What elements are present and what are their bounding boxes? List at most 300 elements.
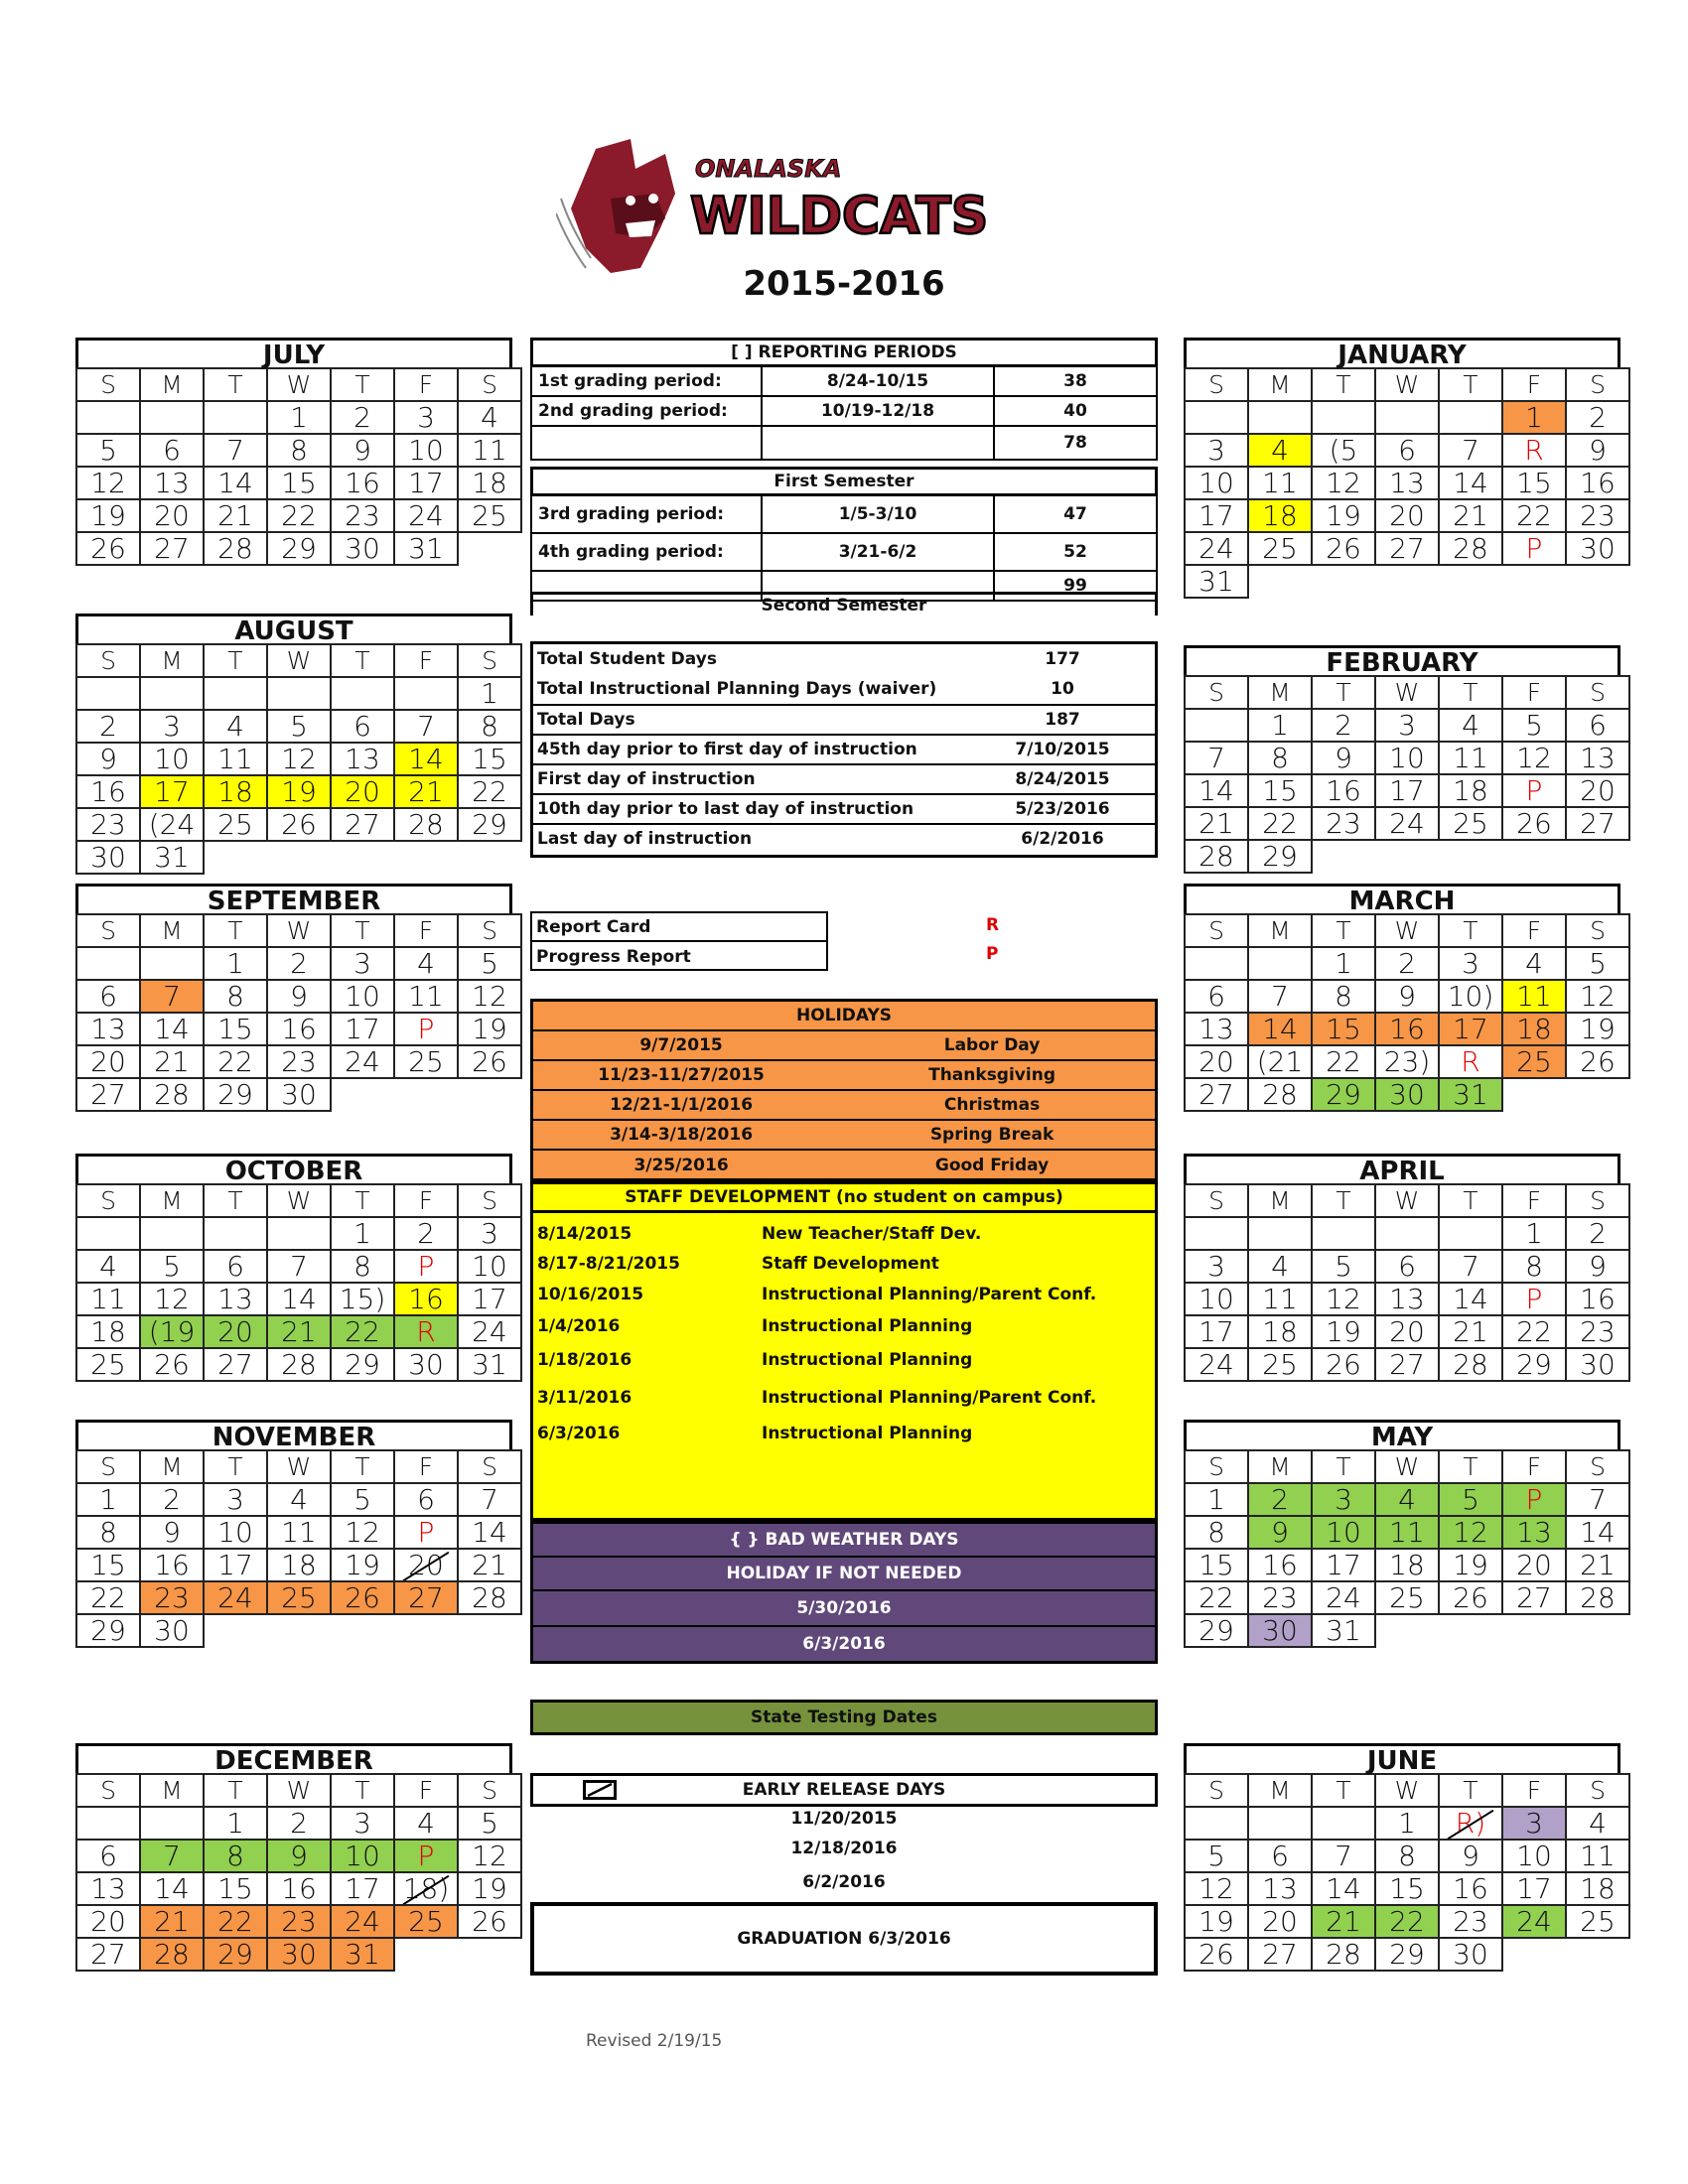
weekday-header: M xyxy=(140,1450,204,1483)
day-cell: 16 xyxy=(267,1013,331,1045)
day-cell: 17 xyxy=(1502,1872,1566,1905)
day-cell: 25 xyxy=(204,808,267,841)
day-cell: 5 xyxy=(458,1807,521,1840)
staff-development-table xyxy=(530,1181,1158,1521)
day-cell: 14 xyxy=(394,743,458,775)
day-cell: 9 xyxy=(1566,434,1629,467)
day-cell: 11 xyxy=(204,743,267,775)
day-cell: 30 xyxy=(331,532,394,565)
grading-period-days: 40 xyxy=(1063,401,1087,421)
day-cell: 26 xyxy=(1566,1045,1629,1078)
weekday-header: M xyxy=(140,1774,204,1807)
day-cell: 14 xyxy=(140,1872,204,1905)
day-cell: 4 xyxy=(1248,1250,1312,1283)
day-cell: 11 xyxy=(267,1516,331,1549)
month-grid xyxy=(75,367,522,566)
staff-development-date: 3/11/2016 xyxy=(537,1388,633,1408)
month-grid xyxy=(1184,675,1630,874)
day-cell: 28 xyxy=(394,808,458,841)
graduation-box xyxy=(530,1902,1158,1976)
weekday-header: W xyxy=(267,368,331,401)
day-cell: 20 xyxy=(1566,774,1629,807)
totals-row xyxy=(533,704,1155,734)
day-cell: 2 xyxy=(267,1807,331,1840)
day-cell xyxy=(76,677,140,710)
day-cell: 18 xyxy=(1248,1315,1312,1348)
early-release-title-row xyxy=(533,1776,1155,1804)
totals-value: 177 xyxy=(1045,649,1080,669)
day-cell: 3 xyxy=(1375,709,1439,742)
day-cell: 17 xyxy=(140,775,204,808)
day-cell: 14 xyxy=(1439,1283,1502,1315)
weekday-header: T xyxy=(1439,1450,1502,1483)
day-cell: 7 xyxy=(1185,742,1248,774)
day-cell: 2 xyxy=(267,947,331,980)
blank-cell xyxy=(1375,840,1439,873)
day-cell: 1 xyxy=(1312,947,1375,980)
day-cell: 17 xyxy=(204,1549,267,1581)
day-cell: 8 xyxy=(267,434,331,467)
month-grid xyxy=(1184,1773,1630,1972)
day-cell: 10 xyxy=(394,434,458,467)
blank-cell xyxy=(1502,1614,1566,1647)
day-cell xyxy=(394,677,458,710)
day-cell: 20 xyxy=(76,1905,140,1938)
day-cell: 17 xyxy=(1312,1549,1375,1581)
day-cell: 2 xyxy=(1566,401,1629,434)
day-cell: 5 xyxy=(331,1483,394,1516)
weekday-header: W xyxy=(1375,368,1439,401)
grading-period-row xyxy=(530,496,1158,534)
day-cell: 15 xyxy=(1185,1549,1248,1581)
day-cell: 7 xyxy=(267,1250,331,1283)
grading-period-days: 99 xyxy=(1063,576,1087,596)
day-cell: 12 xyxy=(1185,1872,1248,1905)
day-cell: 12 xyxy=(1312,467,1375,499)
day-cell: 29 xyxy=(76,1614,140,1647)
day-cell: 30 xyxy=(1375,1078,1439,1111)
day-cell: 3 xyxy=(1185,1250,1248,1283)
day-cell: 3 xyxy=(458,1217,521,1250)
day-cell: 28 xyxy=(267,1348,331,1381)
day-cell: 7 xyxy=(140,1840,204,1872)
staff-development-row xyxy=(533,1221,1155,1247)
day-cell: 26 xyxy=(1185,1938,1248,1971)
day-cell: 2 xyxy=(331,401,394,434)
day-cell: 16 xyxy=(1566,1283,1629,1315)
reporting-periods-header xyxy=(530,338,1158,367)
day-cell: 10 xyxy=(1312,1516,1375,1549)
blank-cell xyxy=(1312,565,1375,598)
day-cell: 8 xyxy=(76,1516,140,1549)
weekday-header: F xyxy=(394,1450,458,1483)
month-title: APRIL xyxy=(1184,1154,1620,1183)
legend-label: Progress Report xyxy=(536,946,691,967)
day-cell: 20 xyxy=(331,775,394,808)
day-cell: 19 xyxy=(267,775,331,808)
day-cell: 10) xyxy=(1439,980,1502,1013)
day-cell: 1 xyxy=(1375,1807,1439,1840)
totals-label: Total Days xyxy=(537,710,635,730)
weekday-header: T xyxy=(204,1184,267,1217)
weekday-header: F xyxy=(394,914,458,947)
day-cell: P xyxy=(394,1516,458,1549)
holiday-row xyxy=(533,1031,1155,1061)
day-cell: 3 xyxy=(204,1483,267,1516)
state-testing-label: State Testing Dates xyxy=(751,1707,937,1727)
holidays-table xyxy=(530,999,1158,1181)
day-cell: 21 xyxy=(1312,1905,1375,1938)
totals-value: 7/10/2015 xyxy=(1015,740,1110,759)
day-cell: 7 xyxy=(1566,1483,1629,1516)
month-title: MARCH xyxy=(1184,884,1620,913)
day-cell: 18 xyxy=(1566,1872,1629,1905)
holiday-name: Spring Break xyxy=(929,1125,1055,1145)
day-cell: 4 xyxy=(1439,709,1502,742)
day-cell: 27 xyxy=(76,1078,140,1111)
day-cell: 23 xyxy=(331,499,394,532)
day-cell: P xyxy=(394,1840,458,1872)
day-cell: 13 xyxy=(1375,1283,1439,1315)
day-cell: 9 xyxy=(76,743,140,775)
day-cell: 20 xyxy=(394,1549,458,1581)
bad-weather-date: 5/30/2016 xyxy=(796,1598,892,1618)
day-cell: R xyxy=(1502,434,1566,467)
day-cell: 14 xyxy=(1248,1013,1312,1045)
reporting-periods-table xyxy=(530,338,1158,615)
day-cell: 6 xyxy=(76,1840,140,1872)
day-cell xyxy=(76,401,140,434)
blank-cell xyxy=(394,1078,458,1111)
holiday-name: Labor Day xyxy=(943,1035,1041,1055)
day-cell: 1 xyxy=(1185,1483,1248,1516)
day-cell: 4 xyxy=(204,710,267,743)
weekday-header: S xyxy=(1566,914,1629,947)
weekday-header: T xyxy=(1439,1774,1502,1807)
day-cell: 1 xyxy=(76,1483,140,1516)
holiday-date: 3/25/2016 xyxy=(633,1156,729,1175)
weekday-header: M xyxy=(1248,1450,1312,1483)
day-cell: 18) xyxy=(394,1872,458,1905)
month-june xyxy=(1184,1743,1620,1972)
weekday-header: S xyxy=(76,1184,140,1217)
state-testing-row xyxy=(533,1703,1155,1732)
day-cell: 12 xyxy=(1502,742,1566,774)
day-cell: 2 xyxy=(394,1217,458,1250)
holiday-row xyxy=(533,1121,1155,1151)
day-cell xyxy=(204,677,267,710)
day-cell: 20 xyxy=(1185,1045,1248,1078)
weekday-header: F xyxy=(394,368,458,401)
day-cell: 22 xyxy=(1185,1581,1248,1614)
day-cell: 16 xyxy=(1248,1549,1312,1581)
holiday-name: Good Friday xyxy=(934,1156,1050,1175)
bad-weather-header xyxy=(533,1524,1155,1558)
day-cell: 15 xyxy=(458,743,521,775)
day-cell: 15 xyxy=(1248,774,1312,807)
day-cell: 8 xyxy=(458,710,521,743)
day-cell: 25 xyxy=(1248,532,1312,565)
day-cell: 13 xyxy=(204,1283,267,1315)
day-cell: 24 xyxy=(394,499,458,532)
weekday-header: S xyxy=(458,914,521,947)
weekday-header: S xyxy=(458,1774,521,1807)
day-cell: 10 xyxy=(204,1516,267,1549)
blank-cell xyxy=(458,841,521,874)
day-cell: 19 xyxy=(1566,1013,1629,1045)
day-cell: P xyxy=(1502,1283,1566,1315)
blank-cell xyxy=(1375,1614,1439,1647)
day-cell: 26 xyxy=(458,1905,521,1938)
day-cell: 30 xyxy=(140,1614,204,1647)
staff-development-row xyxy=(533,1385,1155,1411)
day-cell: 23 xyxy=(267,1905,331,1938)
day-cell: 27 xyxy=(1375,1348,1439,1381)
totals-table xyxy=(530,641,1158,858)
day-cell xyxy=(1248,947,1312,980)
month-grid xyxy=(75,643,522,875)
day-cell xyxy=(1248,1807,1312,1840)
day-cell: 21 xyxy=(140,1045,204,1078)
weekday-header: W xyxy=(1375,1450,1439,1483)
weekday-header: W xyxy=(1375,1184,1439,1217)
totals-row xyxy=(533,674,1155,704)
day-cell: 24 xyxy=(458,1315,521,1348)
month-title: NOVEMBER xyxy=(75,1420,512,1449)
grading-period-row xyxy=(530,397,1158,427)
month-grid xyxy=(75,1773,522,1972)
day-cell: 22 xyxy=(76,1581,140,1614)
day-cell: 24 xyxy=(204,1581,267,1614)
day-cell: 11 xyxy=(76,1283,140,1315)
day-cell xyxy=(1312,1807,1375,1840)
day-cell: 28 xyxy=(1439,532,1502,565)
month-title: SEPTEMBER xyxy=(75,884,512,913)
blank-cell xyxy=(458,1078,521,1111)
day-cell: 1 xyxy=(331,1217,394,1250)
day-cell: R xyxy=(1439,1045,1502,1078)
day-cell: 6 xyxy=(1375,434,1439,467)
legend-table xyxy=(530,911,828,971)
early-release-header xyxy=(530,1773,1158,1807)
day-cell: 30 xyxy=(394,1348,458,1381)
day-cell: 29 xyxy=(1312,1078,1375,1111)
weekday-header: F xyxy=(1502,1450,1566,1483)
day-cell: 27 xyxy=(1502,1581,1566,1614)
bad-weather-subtitle-row xyxy=(533,1558,1155,1591)
day-cell: 18 xyxy=(267,1549,331,1581)
day-cell: 3 xyxy=(394,401,458,434)
day-cell: 22 xyxy=(458,775,521,808)
grading-period-days: 47 xyxy=(1063,504,1087,524)
day-cell: 23 xyxy=(140,1581,204,1614)
day-cell: 15 xyxy=(1502,467,1566,499)
day-cell: 3 xyxy=(140,710,204,743)
day-cell xyxy=(140,401,204,434)
day-cell: 10 xyxy=(140,743,204,775)
second-semester-row xyxy=(530,592,1158,615)
day-cell: (5 xyxy=(1312,434,1375,467)
grading-period-days: 78 xyxy=(1063,433,1087,453)
staff-development-date: 6/3/2016 xyxy=(537,1424,621,1443)
totals-value: 8/24/2015 xyxy=(1015,769,1110,789)
day-cell: 12 xyxy=(458,980,521,1013)
day-cell: 8 xyxy=(1185,1516,1248,1549)
day-cell: 26 xyxy=(76,532,140,565)
grading-period-days: 52 xyxy=(1063,542,1087,562)
weekday-header: T xyxy=(1312,368,1375,401)
day-cell: 4 xyxy=(394,1807,458,1840)
weekday-header: W xyxy=(267,914,331,947)
month-grid xyxy=(75,1183,522,1382)
day-cell: 20 xyxy=(76,1045,140,1078)
grading-period-dates: 8/24-10/15 xyxy=(763,367,995,395)
day-cell: 14 xyxy=(1312,1872,1375,1905)
day-cell: 4 xyxy=(267,1483,331,1516)
day-cell xyxy=(1312,401,1375,434)
day-cell: 12 xyxy=(331,1516,394,1549)
weekday-header: F xyxy=(1502,368,1566,401)
day-cell: 2 xyxy=(1312,709,1375,742)
bad-weather-date-row xyxy=(533,1591,1155,1627)
totals-value: 5/23/2016 xyxy=(1015,799,1110,819)
day-cell: 5 xyxy=(140,1250,204,1283)
day-cell: 5 xyxy=(76,434,140,467)
totals-row xyxy=(533,763,1155,793)
month-january xyxy=(1184,338,1620,599)
day-cell: 26 xyxy=(1439,1581,1502,1614)
day-cell: 2 xyxy=(76,710,140,743)
weekday-header: S xyxy=(1566,1184,1629,1217)
month-september xyxy=(75,884,512,1112)
month-may xyxy=(1184,1420,1620,1648)
day-cell: 20 xyxy=(204,1315,267,1348)
weekday-header: T xyxy=(1439,676,1502,709)
staff-development-name: Instructional Planning xyxy=(762,1316,973,1336)
bad-weather-table xyxy=(530,1521,1158,1664)
day-cell: 15 xyxy=(1312,1013,1375,1045)
day-cell: 14 xyxy=(1566,1516,1629,1549)
day-cell: 16 xyxy=(267,1872,331,1905)
blank-cell xyxy=(331,1614,394,1647)
day-cell: 29 xyxy=(1502,1348,1566,1381)
staff-development-row xyxy=(533,1251,1155,1277)
day-cell: 17 xyxy=(1185,499,1248,532)
day-cell: 10 xyxy=(1502,1840,1566,1872)
day-cell: 3 xyxy=(1439,947,1502,980)
weekday-header: S xyxy=(1185,1774,1248,1807)
day-cell: 15 xyxy=(204,1872,267,1905)
month-april xyxy=(1184,1154,1620,1382)
staff-development-name: Instructional Planning/Parent Conf. xyxy=(762,1285,1097,1304)
day-cell: 15) xyxy=(331,1283,394,1315)
day-cell: 21 xyxy=(1439,1315,1502,1348)
day-cell: 26 xyxy=(140,1348,204,1381)
month-title: JUNE xyxy=(1184,1743,1620,1773)
school-year-title: 2015-2016 xyxy=(743,264,945,304)
staff-development-row xyxy=(533,1347,1155,1373)
weekday-header: S xyxy=(458,368,521,401)
day-cell: 20 xyxy=(1502,1549,1566,1581)
month-title: AUGUST xyxy=(75,614,512,643)
legend-code: R xyxy=(986,915,1000,935)
day-cell: 6 xyxy=(204,1250,267,1283)
day-cell: (19 xyxy=(140,1315,204,1348)
day-cell: 27 xyxy=(140,532,204,565)
day-cell: 12 xyxy=(140,1283,204,1315)
logo-top-text: ONALASKA xyxy=(695,155,842,183)
blank-cell xyxy=(1248,565,1312,598)
totals-row xyxy=(533,793,1155,823)
day-cell: 31 xyxy=(394,532,458,565)
weekday-header: F xyxy=(1502,1774,1566,1807)
weekday-header: S xyxy=(458,1450,521,1483)
month-grid xyxy=(1184,1449,1630,1648)
day-cell: 12 xyxy=(1566,980,1629,1013)
blank-cell xyxy=(267,1614,331,1647)
day-cell: 16 xyxy=(1375,1013,1439,1045)
day-cell: 17 xyxy=(1185,1315,1248,1348)
weekday-header: S xyxy=(76,914,140,947)
day-cell: 4 xyxy=(1502,947,1566,980)
day-cell: 25 xyxy=(76,1348,140,1381)
day-cell: 6 xyxy=(1248,1840,1312,1872)
day-cell: 27 xyxy=(331,808,394,841)
day-cell: 19 xyxy=(458,1872,521,1905)
day-cell: 30 xyxy=(267,1938,331,1971)
month-july xyxy=(75,338,512,566)
day-cell: R) xyxy=(1439,1807,1502,1840)
day-cell: 31 xyxy=(331,1938,394,1971)
day-cell xyxy=(1185,1807,1248,1840)
day-cell xyxy=(1185,709,1248,742)
bad-weather-date-row xyxy=(533,1627,1155,1661)
weekday-header: M xyxy=(1248,368,1312,401)
day-cell: 28 xyxy=(1312,1938,1375,1971)
day-cell: 16 xyxy=(1566,467,1629,499)
blank-cell xyxy=(204,1614,267,1647)
day-cell: 9 xyxy=(331,434,394,467)
blank-cell xyxy=(458,1938,521,1971)
day-cell: 23 xyxy=(1566,499,1629,532)
day-cell: P xyxy=(1502,774,1566,807)
day-cell: 13 xyxy=(1248,1872,1312,1905)
day-cell: 24 xyxy=(331,1045,394,1078)
day-cell: 27 xyxy=(1185,1078,1248,1111)
day-cell: 23 xyxy=(1566,1315,1629,1348)
day-cell: 16 xyxy=(394,1283,458,1315)
staff-development-title: STAFF DEVELOPMENT (no student on campus) xyxy=(625,1187,1063,1207)
day-cell: 10 xyxy=(458,1250,521,1283)
weekday-header: T xyxy=(1312,1774,1375,1807)
staff-development-date: 8/17-8/21/2015 xyxy=(537,1254,680,1274)
blank-cell xyxy=(204,841,267,874)
holiday-date: 12/21-1/1/2016 xyxy=(610,1095,754,1115)
staff-development-date: 8/14/2015 xyxy=(537,1224,633,1244)
day-cell: 6 xyxy=(331,710,394,743)
day-cell: 27 xyxy=(1248,1938,1312,1971)
day-cell: 8 xyxy=(204,1840,267,1872)
day-cell: 6 xyxy=(1566,709,1629,742)
day-cell: 12 xyxy=(1439,1516,1502,1549)
day-cell: 11 xyxy=(1439,742,1502,774)
day-cell: 31 xyxy=(1312,1614,1375,1647)
day-cell: 1 xyxy=(458,677,521,710)
holiday-name: Christmas xyxy=(943,1095,1041,1115)
day-cell: 18 xyxy=(76,1315,140,1348)
day-cell: 3 xyxy=(1312,1483,1375,1516)
day-cell: 29 xyxy=(458,808,521,841)
